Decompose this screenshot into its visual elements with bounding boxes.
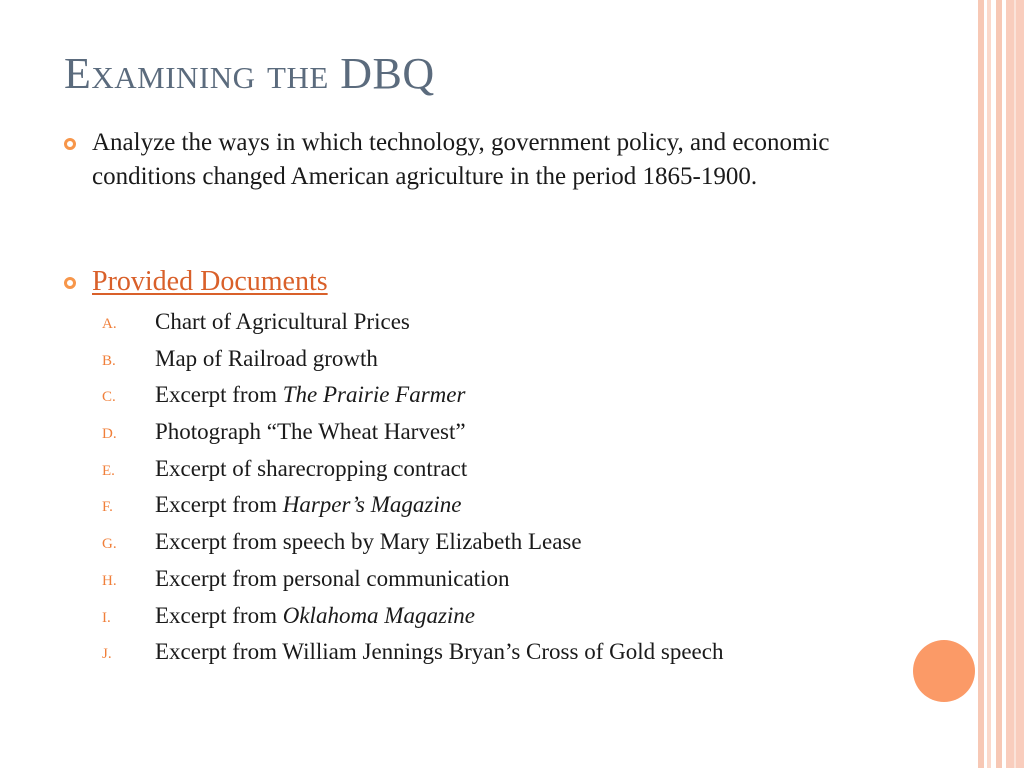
slide-title: Examining the DBQ [64,49,435,98]
provided-documents-link[interactable]: Provided Documents [92,266,328,297]
document-text [155,380,465,410]
document-text-plain: Photograph “The Wheat Harvest” [155,419,466,445]
document-text-italic: Harper’s Magazine [282,492,462,518]
document-text [155,490,461,520]
document-letter: B. [102,352,116,369]
document-letter: F. [102,499,113,516]
document-text [155,564,509,594]
document-text-plain: Excerpt from personal communication [155,565,510,591]
decorative-stripe [1014,0,1016,768]
document-text-plain: Excerpt of sharecropping contract [155,455,468,481]
document-text-plain: Chart of Agricultural Prices [155,309,410,334]
document-text-italic: Oklahoma Magazine [282,602,476,628]
document-text [155,307,410,337]
decorative-stripe [978,0,984,768]
document-text-plain: Map of Railroad growth [155,345,378,371]
document-text [155,417,466,447]
document-text [155,527,582,557]
document-text [155,637,723,667]
ring-bullet-icon [64,138,76,150]
document-letter: E. [102,462,115,479]
document-text [155,344,378,374]
decorative-stripe [987,0,991,768]
dbq-prompt: Analyze the ways in which technology, government policy, and economic conditions changed American agriculture in the period 1865-1900. [92,129,830,190]
document-letter: D. [102,426,117,443]
document-letter: I. [102,609,111,626]
document-text-plain: Excerpt from William Jennings Bryan’s Cross of Gold speech [155,639,724,665]
document-text [155,454,467,484]
document-text-plain: Excerpt from [155,382,283,408]
document-text-plain: Excerpt from [155,492,283,518]
document-text-italic: The Prairie Farmer [282,382,466,408]
document-text-plain: Excerpt from speech by Mary Elizabeth Lease [155,529,582,555]
document-letter: C. [102,389,116,406]
ring-bullet-icon [64,277,76,289]
document-text-plain: Excerpt from [155,602,283,628]
decorative-orange-circle [913,640,975,702]
decorative-stripe [996,0,1002,768]
document-letter: G. [102,536,117,553]
document-text [155,601,475,631]
document-letter: A. [102,316,117,332]
document-letter: H. [102,572,117,589]
document-letter: J. [102,646,112,663]
